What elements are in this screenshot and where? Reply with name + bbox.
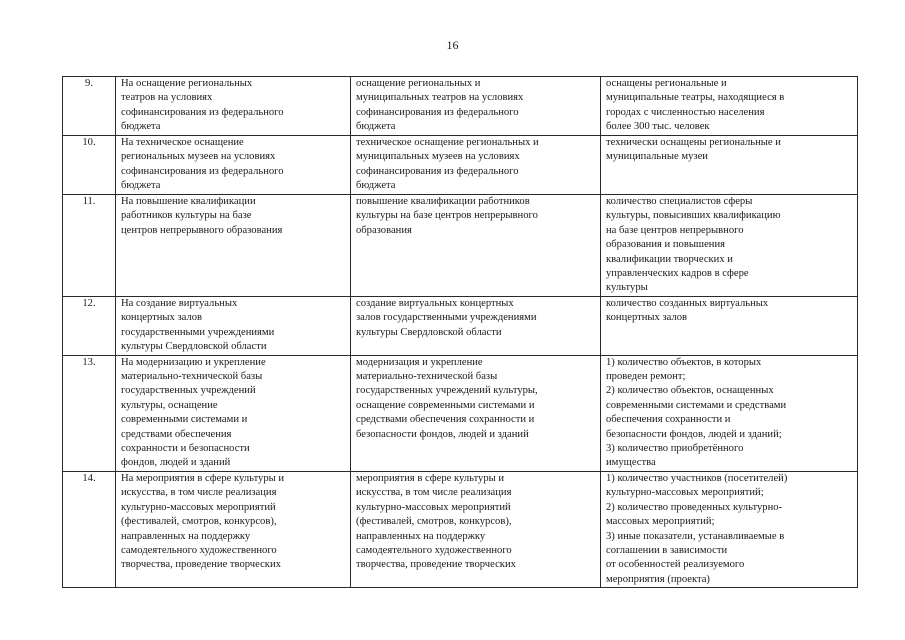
cell-line: 1) количество участников (посетителей) — [606, 472, 788, 484]
cell-line: концертных залов — [121, 312, 203, 324]
cell-line: квалификации творческих и — [606, 253, 733, 265]
cell-line: самодеятельного художественного — [356, 544, 512, 556]
cell-line: культурно-массовых мероприятий; — [606, 487, 764, 499]
cell-line: образования — [356, 224, 412, 236]
cell-line: софинансирования из федерального — [121, 106, 284, 118]
result-cell — [601, 77, 858, 136]
cell-line: работников культуры на базе — [121, 210, 252, 222]
result-cell — [601, 297, 858, 356]
cell-line: массовых мероприятий; — [606, 516, 715, 528]
row-number: 10. — [63, 136, 116, 195]
cell-line: бюджета — [121, 121, 161, 133]
row-number: 9. — [63, 77, 116, 136]
cell-line: На оснащение региональных — [121, 78, 253, 89]
purpose-cell — [116, 471, 351, 587]
cell-line: государственных учреждений культуры, — [356, 385, 538, 397]
cell-line: софинансирования из федерального — [121, 165, 284, 177]
event-cell — [351, 195, 601, 297]
row-number: 14. — [63, 471, 116, 587]
cell-line: создание виртуальных концертных — [356, 298, 514, 309]
cell-line: мероприятия (проекта) — [606, 573, 710, 585]
cell-line: 2) количество объектов, оснащенных — [606, 385, 774, 397]
cell-line: повышение квалификации работников — [356, 196, 530, 207]
cell-line: На повышение квалификации — [121, 196, 256, 207]
cell-line: искусства, в том числе реализация — [121, 487, 277, 499]
cell-line: софинансирования из федерального — [356, 165, 519, 177]
page-number: 16 — [446, 38, 459, 52]
cell-line: количество созданных виртуальных — [606, 298, 769, 309]
table-row — [63, 355, 858, 471]
row-number: 13. — [63, 355, 116, 471]
result-cell — [601, 355, 858, 471]
cell-line: культурно-массовых мероприятий — [356, 501, 511, 513]
cell-line: материально-технической базы — [121, 371, 263, 383]
cell-line: оснащены региональные и — [606, 78, 727, 89]
purpose-cell — [116, 297, 351, 356]
measures-table — [62, 76, 858, 588]
cell-line: залов государственными учреждениями — [356, 312, 537, 324]
cell-line: культуры, повысивших квалификацию — [606, 210, 781, 222]
cell-line: (фестивалей, смотров, конкурсов), — [121, 516, 277, 528]
cell-line: образования и повышения — [606, 239, 726, 251]
cell-line: более 300 тыс. человек — [606, 121, 710, 133]
cell-line: средствами обеспечения — [121, 428, 232, 440]
cell-line: современными системами и — [121, 414, 248, 426]
cell-line: На техническое оснащение — [121, 137, 244, 148]
cell-line: (фестивалей, смотров, конкурсов), — [356, 516, 512, 528]
cell-line: муниципальные театры, находящиеся в — [606, 92, 785, 104]
cell-line: культуры, оснащение — [121, 399, 218, 411]
cell-line: бюджета — [121, 180, 161, 192]
cell-line: безопасности фондов, людей и зданий — [356, 428, 529, 440]
cell-line: модернизация и укрепление — [356, 356, 483, 368]
cell-line: соглашении в зависимости — [606, 544, 728, 556]
cell-line: театров на условиях — [121, 92, 213, 104]
cell-line: 2) количество проведенных культурно- — [606, 501, 783, 513]
cell-line: культуры Свердловской области — [121, 341, 267, 353]
cell-line: на базе центров непрерывного — [606, 224, 744, 236]
cell-line: На мероприятия в сфере культуры и — [121, 472, 285, 484]
cell-line: фондов, людей и зданий — [121, 457, 231, 469]
cell-line: культуры Свердловской области — [356, 326, 502, 338]
result-cell — [601, 471, 858, 587]
cell-line: управленческих кадров в сфере — [606, 268, 749, 280]
cell-line: культурно-массовых мероприятий — [121, 501, 276, 513]
event-cell — [351, 136, 601, 195]
cell-line: оснащение современными системами и — [356, 399, 535, 411]
cell-line: средствами обеспечения сохранности и — [356, 414, 535, 426]
purpose-cell — [116, 136, 351, 195]
purpose-cell — [116, 77, 351, 136]
cell-line: концертных залов — [606, 312, 688, 324]
cell-line: безопасности фондов, людей и зданий; — [606, 428, 782, 440]
cell-line: направленных на поддержку — [121, 530, 251, 542]
cell-line: творчества, проведение творческих — [356, 559, 516, 571]
cell-line: техническое оснащение региональных и — [356, 137, 539, 148]
result-cell — [601, 136, 858, 195]
purpose-cell — [116, 195, 351, 297]
cell-line: современными системами и средствами — [606, 399, 787, 411]
event-cell — [351, 77, 601, 136]
row-number: 11. — [63, 195, 116, 297]
cell-line: городах с численностью населения — [606, 106, 765, 118]
row-number: 12. — [63, 297, 116, 356]
cell-line: сохранности и безопасности — [121, 443, 250, 455]
cell-line: На модернизацию и укрепление — [121, 356, 266, 368]
cell-line: имущества — [606, 457, 656, 469]
table-row — [63, 297, 858, 356]
cell-line: мероприятия в сфере культуры и — [356, 472, 505, 484]
table-row — [63, 136, 858, 195]
cell-line: искусства, в том числе реализация — [356, 487, 512, 499]
cell-line: культуры — [606, 282, 648, 294]
cell-line: от особенностей реализуемого — [606, 559, 745, 571]
cell-line: технически оснащены региональные и — [606, 137, 781, 148]
cell-line: государственными учреждениями — [121, 326, 275, 338]
cell-line: самодеятельного художественного — [121, 544, 277, 556]
cell-line: проведен ремонт; — [606, 371, 686, 383]
cell-line: 3) количество приобретённого — [606, 443, 744, 455]
event-cell — [351, 297, 601, 356]
cell-line: софинансирования из федерального — [356, 106, 519, 118]
cell-line: творчества, проведение творческих — [121, 559, 281, 571]
cell-line: направленных на поддержку — [356, 530, 486, 542]
cell-line: обеспечения сохранности и — [606, 414, 731, 426]
cell-line: бюджета — [356, 180, 396, 192]
cell-line: региональных музеев на условиях — [121, 151, 276, 163]
cell-line: бюджета — [356, 121, 396, 133]
event-cell — [351, 355, 601, 471]
purpose-cell — [116, 355, 351, 471]
cell-line: материально-технической базы — [356, 371, 498, 383]
cell-line: муниципальные музеи — [606, 151, 708, 163]
cell-line: 3) иные показатели, устанавливаемые в — [606, 530, 785, 542]
table-row — [63, 471, 858, 587]
cell-line: государственных учреждений — [121, 385, 256, 397]
table-row — [63, 77, 858, 136]
table-row — [63, 195, 858, 297]
event-cell — [351, 471, 601, 587]
cell-line: муниципальных театров на условиях — [356, 92, 524, 104]
result-cell — [601, 195, 858, 297]
cell-line: 1) количество объектов, в которых — [606, 356, 762, 368]
cell-line: центров непрерывного образования — [121, 224, 283, 236]
cell-line: количество специалистов сферы — [606, 196, 753, 207]
cell-line: муниципальных музеев на условиях — [356, 151, 520, 163]
cell-line: культуры на базе центров непрерывного — [356, 210, 538, 222]
cell-line: На создание виртуальных — [121, 298, 238, 309]
cell-line: оснащение региональных и — [356, 78, 481, 89]
